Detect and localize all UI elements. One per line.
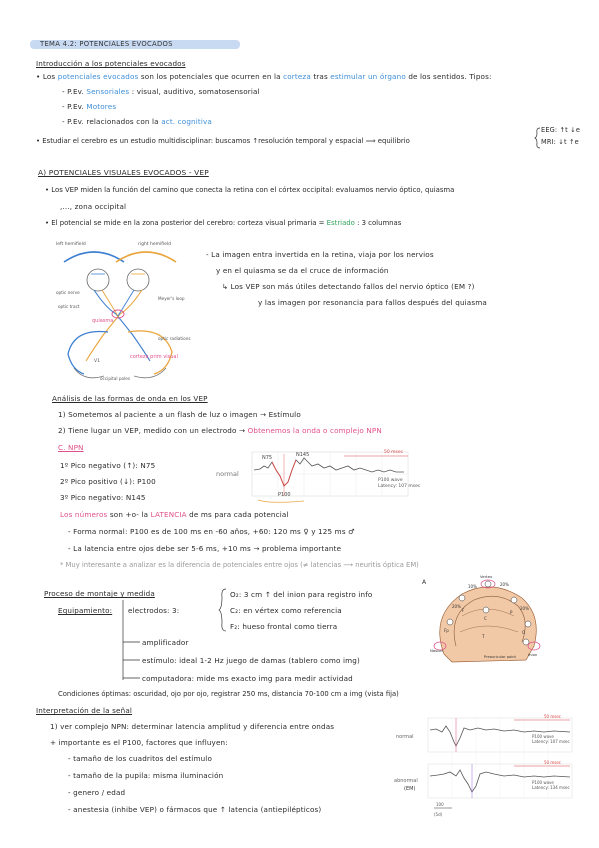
montaje-heading: Proceso de montaje y medida (44, 589, 155, 598)
head-f: F (462, 608, 465, 613)
interp-line-1: 1) ver complejo NPN: determinar latencia amplitud y diferencia entre ondas (50, 722, 335, 731)
electrode-f2: F₂: hueso frontal como tierra (230, 622, 338, 631)
latencia-ojos: - La latencia entre ojos debe ser 5-6 ms, +10 ms → problema importante (68, 544, 342, 553)
compare-abnormal-label: abnormal (394, 778, 418, 784)
peak-1: 1º Pico negativo (↑): N75 (60, 461, 156, 470)
factor-2: - tamaño de la pupila: misma iluminación (68, 771, 224, 780)
occipital-poles-label: occipital poles (100, 376, 130, 381)
factor-3: - genero / edad (68, 788, 126, 797)
pe-cognitiva: - P.Ev. relacionados con la act. cognitiva (62, 117, 212, 126)
head-nasion: Nasion (430, 648, 443, 653)
p100-label: P100 (278, 492, 291, 498)
electrodos-label: electrodos: 3: (128, 606, 180, 615)
vep-heading: A) POTENCIALES VISUALES EVOCADOS - VEP (38, 168, 209, 177)
compare-em-label: (EM) (404, 786, 416, 792)
compare-info-2a: P100 wave (532, 780, 554, 785)
visual-pathway-figure (54, 236, 204, 382)
interp-line-2: + importante es el P100, factores que influyen: (50, 738, 228, 747)
wave-info-2: Latency: 107 msec (378, 484, 421, 489)
head-1020-figure (422, 576, 550, 668)
head-p20c: 20% (520, 606, 529, 611)
vep-side-2: y en el quiasma se da el cruce de información (216, 266, 389, 275)
wave-info-1: P100 wave (378, 478, 403, 483)
vep-compare-figure (394, 712, 574, 822)
head-o: O (522, 630, 526, 635)
mri-note: MRI: ↓t ↑e (541, 138, 579, 146)
n75-label: N75 (262, 455, 273, 461)
peak-2: 2º Pico positivo (↓): P100 (60, 477, 156, 486)
latency-note: Los números son +o- la LATENCIA de ms para cada potencial (60, 510, 289, 519)
analisis-heading: Análisis de las formas de onda en los VEP (52, 394, 208, 403)
head-a-label: A (422, 579, 427, 586)
compare-normal-label: normal (396, 734, 414, 740)
computadora-label: computadora: mide ms exacto img para medir actividad (142, 674, 353, 683)
npn-label: C. NPN (58, 443, 84, 452)
compare-info-1a: P100 wave (532, 734, 554, 739)
factor-4: - anestesia (inhibe VEP) o fármacos que ↑ latencia (antiepilépticos) (68, 805, 322, 814)
factor-1: - tamaño de los cuadritos del estímulo (68, 754, 213, 763)
wave-scale: 50 msec (384, 450, 404, 455)
head-p: P (510, 610, 513, 615)
optic-tract-label: optic tract (58, 304, 80, 309)
head-p20a: 20% (500, 582, 509, 587)
meyers-loop-label: Meyer's loop (158, 296, 185, 301)
head-inion: Inion (528, 652, 538, 657)
forma-normal: - Forma normal: P100 es de 100 ms en -60 años, +60: 120 ms ♀ y 125 ms ♂ (68, 527, 355, 536)
head-vertex: Vertex (480, 574, 493, 579)
vep-side-3: ↳ Los VEP son más útiles detectando fallos del nervio óptico (EM ?) (222, 282, 475, 291)
compare-info-1b: Latency: 107 msec (532, 739, 570, 744)
head-p20b: 20% (452, 604, 461, 609)
interp-heading: Interpretación de la señal (36, 706, 133, 715)
vep-side-1: - La imagen entra invertida en la retina, viaja por los nervios (206, 250, 434, 259)
electrode-c2: C₂: en vértex como referencia (230, 606, 342, 615)
condiciones-optimas: Condiciones óptimas: oscuridad, ojo por ojo, registrar 250 ms, distancia 70-100 cm a img (vista fija) (58, 690, 399, 698)
vep-wave-figure (214, 446, 421, 504)
eeg-note: EEG: ↑t ↓e (541, 126, 581, 134)
analisis-step-1: 1) Sometemos al paciente a un flash de luz o imagen → Estímulo (58, 410, 301, 419)
left-hemifield-label: left hemifield (56, 242, 86, 247)
right-hemifield-label: right hemifield (138, 242, 171, 247)
vep-bullet-1b: ,..., zona occipital (60, 202, 127, 211)
compare-info-2b: Latency: 134 msec (532, 785, 570, 790)
intro-line-1: • Los potenciales evocados son los potenciales que ocurren en la corteza tras estimular un órgano de los sentidos. Tipos: (36, 72, 492, 81)
optic-nerve-label: optic nerve (56, 290, 80, 295)
wave-normal-label: normal (216, 470, 239, 478)
head-p10: 10% (468, 584, 477, 589)
intro-heading: Introducción a los potenciales evocados (36, 59, 186, 68)
analisis-step-2: 2) Tiene lugar un VEP, medido con un electrodo → Obtenemos la onda o complejo NPN (58, 426, 382, 435)
head-c: C (484, 616, 487, 621)
estimulo-label: estímulo: ideal 1-2 Hz juego de damas (tablero como img) (142, 656, 360, 665)
head-fp: Fp (444, 628, 449, 633)
head-preauricular: Preauricular point (484, 655, 516, 659)
n145-label: N145 (296, 452, 310, 458)
compare-bottom-1: 100 (436, 802, 444, 807)
vep-side-4: y las imagen por resonancia para fallos después del quiasma (258, 298, 487, 307)
pe-motores: - P.Ev. Motores (62, 102, 117, 111)
corteza-prim-label: corteza prim visual (130, 354, 178, 360)
compare-bottom-2: (5d) (434, 812, 443, 817)
equipamiento-label: Equipamiento: (58, 606, 113, 615)
diferencia-ojos: * Muy interesante a analizar es la diferencia de potenciales entre ojos (≠ latencias ⟶ neuritis óptica EM) (60, 561, 419, 569)
v1-label: V1 (94, 359, 100, 364)
vep-bullet-2: • El potencial se mide en la zona posterior del cerebro: corteza visual primaria = Estriado : 3 columnas (45, 219, 402, 227)
peak-3: 3º Pico negativo: N145 (60, 493, 146, 502)
pe-sensoriales: - P.Ev. Sensoriales : visual, auditivo, somatosensorial (62, 87, 260, 96)
compare-scale-1: 50 msec (544, 714, 562, 719)
intro-line-2: • Estudiar el cerebro es un estudio multidisciplinar: buscamos ↑resolución temporal y espacial ⟹ equilibrio (36, 137, 410, 145)
quiasma-label: quiasma (92, 318, 114, 324)
optic-radiations-label: optic radiations (158, 336, 191, 341)
vep-bullet-1: • Los VEP miden la función del camino que conecta la retina con el córtex occipital: evaluamos nervio óptico, quiasma (45, 186, 455, 194)
amplificador-label: amplificador (142, 638, 189, 647)
electrode-o2: O₂: 3 cm ↑ del inion para registro info (230, 590, 373, 599)
head-t: T (482, 634, 485, 639)
page-title: TEMA 4.2: POTENCIALES EVOCADOS (40, 40, 173, 48)
compare-scale-2: 50 msec (544, 760, 562, 765)
electrodos-brace (219, 588, 227, 636)
